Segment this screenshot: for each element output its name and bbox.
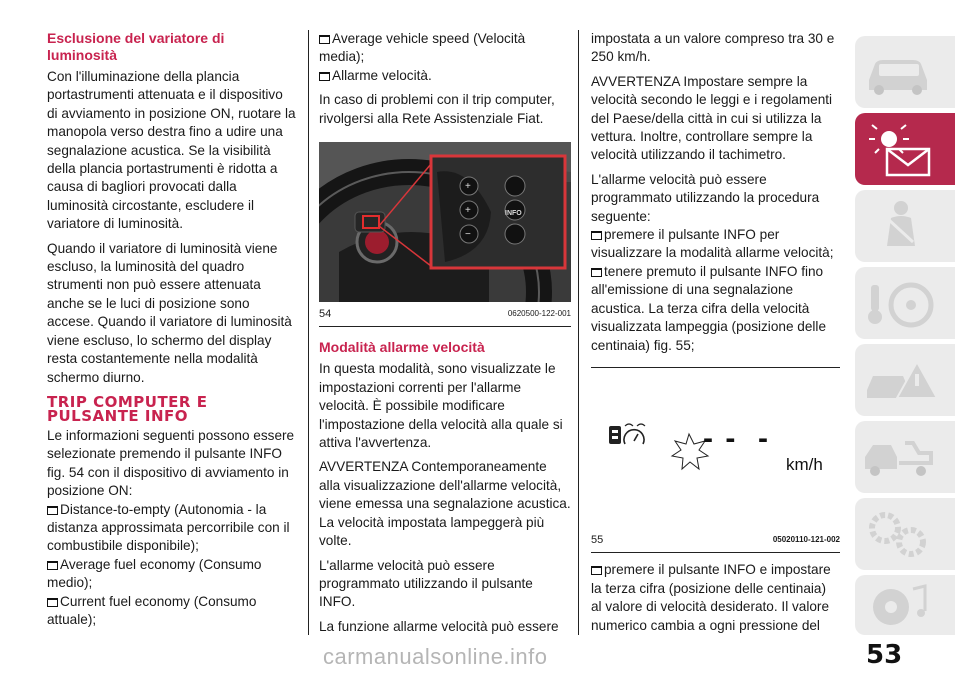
- bullet-item: [47, 556, 297, 593]
- button-label-plus: +: [465, 181, 471, 193]
- column-middle: [319, 30, 571, 642]
- bullet-text: Average fuel economy (Consumo medio);: [47, 556, 262, 591]
- warning-triangle-icon: [861, 350, 941, 410]
- side-tab-dashboard-lights[interactable]: [855, 113, 955, 185]
- side-tab-media[interactable]: [855, 575, 955, 635]
- figure-number: 55: [591, 533, 604, 546]
- figure-caption: [591, 531, 840, 549]
- figure-number: 54: [319, 308, 332, 321]
- bullet-icon: [319, 72, 330, 81]
- button-label-minus: −: [465, 229, 471, 241]
- steering-wheel-photo: [319, 142, 571, 302]
- column-divider: [308, 30, 309, 635]
- bullet-text: Distance-to-empty (Autonomia - la distanza approssimata percorribile con il combustibile disponibile);: [47, 501, 290, 554]
- bullet-item: [591, 561, 840, 635]
- bullet-text: Allarme velocità.: [332, 67, 432, 83]
- bullet-item: [47, 501, 297, 556]
- paragraph: L'allarme velocità può essere programmato utilizzando la procedura seguente:: [591, 171, 820, 224]
- side-tab-car[interactable]: [855, 36, 955, 108]
- column-left: [47, 30, 297, 629]
- column-divider: [578, 30, 579, 635]
- paragraph: Le informazioni seguenti possono essere selezionate premendo il pulsante INFO fig. 54 con il dispositivo di avviamento in posizione ON:: [47, 427, 295, 499]
- paragraph: Quando il variatore di luminosità viene escluso, la luminosità del quadro strumenti non può essere attenuata anche se le luci di posizione sono accese. Quando il variatore di luminosità viene escluso, lo schermo del display resta costantemente nella modalità schermo diurno.: [47, 240, 292, 385]
- paragraph: La funzione allarme velocità può essere: [319, 618, 559, 634]
- bullet-item: [591, 226, 840, 263]
- bullet-icon: [47, 598, 58, 607]
- dashboard-lights-icon: [861, 119, 941, 179]
- bullet-text: Average vehicle speed (Velocità media);: [319, 31, 526, 65]
- display-speed-digits: - - -: [703, 421, 770, 455]
- display-speed-unit: km/h: [786, 454, 823, 474]
- watermark: carmanualsonline.info: [323, 644, 548, 669]
- paragraph: In questa modalità, sono visualizzate le impostazioni correnti per l'allarme velocità. È possibile modificare l'impostazione della velocità alla quale si attiva l'avvertenza.: [319, 361, 563, 451]
- bullet-icon: [319, 35, 330, 44]
- side-tab-key-steering[interactable]: [855, 267, 955, 339]
- section-title-line: TRIP COMPUTER E: [47, 392, 208, 411]
- steering-wheel-illustration: [319, 142, 571, 302]
- seat-safety-icon: [861, 196, 941, 256]
- bullet-icon: [591, 268, 602, 277]
- bullet-icon: [47, 506, 58, 515]
- side-tab-maintenance[interactable]: [855, 498, 955, 570]
- paragraph: In caso di problemi con il trip computer, rivolgersi alla Rete Assistenziale Fiat.: [319, 92, 555, 126]
- bullet-item: [591, 263, 840, 355]
- side-tab-tow-truck[interactable]: [855, 421, 955, 493]
- figure-rule: [319, 326, 571, 327]
- figure-caption: [319, 305, 571, 323]
- gears-maintenance-icon: [861, 504, 941, 564]
- bullet-text: premere il pulsante INFO per visualizzare la modalità allarme velocità;: [591, 227, 834, 261]
- paragraph: L'allarme velocità può essere programmato utilizzando il pulsante INFO.: [319, 557, 533, 610]
- bullet-item: [47, 593, 297, 630]
- car-icon: [861, 42, 941, 102]
- column-right: [591, 30, 840, 635]
- section-heading-dimmer: Esclusione del variatore di luminosità: [47, 30, 225, 63]
- bullet-text: Current fuel economy (Consumo attuale);: [47, 593, 257, 627]
- figure-rule: [591, 552, 840, 553]
- bullet-icon: [47, 561, 58, 570]
- section-title-line: PULSANTE INFO: [47, 406, 189, 425]
- figure-code: 05020110-121-002: [772, 534, 840, 544]
- paragraph: AVVERTENZA Impostare sempre la velocità secondo le leggi e i regolamenti del Paese/della città in cui si utilizza la vettura. Inoltre, controllare sempre la velocità utilizzando il tachimetro.: [591, 73, 833, 163]
- paragraph: Con l'illuminazione della plancia portastrumenti attenuata e il dispositivo di avviamento in posizione ON, ruotare la manopola verso destra fino a udire una segnalazione acustica. Se la visibilità della plancia portastrumenti è ridotta a causa di bagliori provocati dalla luminosità circostante, escludere il variatore di luminosità.: [47, 69, 296, 232]
- side-tab-warning[interactable]: [855, 344, 955, 416]
- figure-54: [319, 142, 571, 327]
- bullet-icon: [591, 566, 602, 575]
- page-number: 53: [866, 640, 903, 670]
- button-label-plus: +: [465, 205, 471, 217]
- bullet-text: premere il pulsante INFO e impostare la terza cifra (posizione delle centinaia) al valore di velocità desiderato. Il valore numerico cambia a ogni pressione del: [591, 562, 831, 633]
- bullet-text: tenere premuto il pulsante INFO fino all'emissione di una segnalazione acustica. La terza cifra della velocità visualizzata lampeggia (posizione delle centinaia) fig. 55;: [591, 263, 827, 353]
- bullet-icon: [591, 231, 602, 240]
- button-label-info: INFO: [505, 210, 522, 218]
- media-music-icon: [861, 581, 941, 633]
- tow-truck-icon: [861, 427, 941, 487]
- key-steering-icon: [861, 273, 941, 333]
- figure-55: [591, 367, 840, 553]
- side-tab-seat-safety[interactable]: [855, 190, 955, 262]
- section-heading-speed-alarm: Modalità allarme velocità: [319, 339, 485, 356]
- speed-alarm-display: [591, 368, 840, 528]
- paragraph: impostata a un valore compreso tra 30 e 250 km/h.: [591, 31, 835, 65]
- paragraph: AVVERTENZA Contemporaneamente alla visualizzazione dell'allarme velocità, viene emessa una segnalazione acustica. La velocità impostata lampeggerà più volte.: [319, 459, 571, 549]
- figure-code: 0620500-122-001: [507, 309, 571, 319]
- bullet-item: [319, 30, 571, 67]
- bullet-item: [319, 67, 571, 85]
- section-title-trip-computer: [47, 392, 297, 425]
